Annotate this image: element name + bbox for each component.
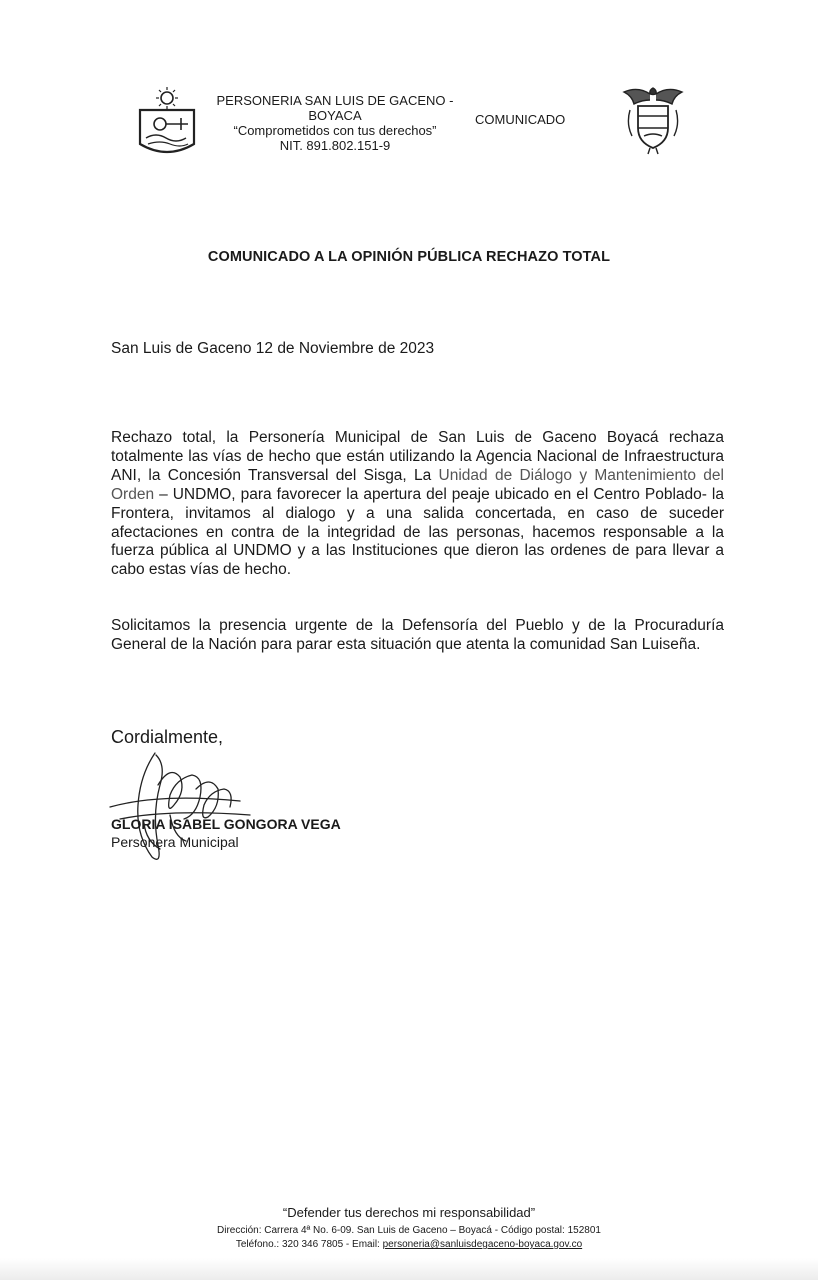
org-name-line1: PERSONERIA SAN LUIS DE GACENO - <box>216 93 454 108</box>
page-title: COMUNICADO A LA OPINIÓN PÚBLICA RECHAZO TOTAL <box>207 249 611 265</box>
organization-header <box>200 93 470 153</box>
footer-email-link[interactable]: personeria@sanluisdegaceno-boyaca.gov.co <box>382 1239 583 1250</box>
footer-phone: Teléfono.: 320 346 7805 - Email: <box>235 1239 383 1250</box>
signer-role: Personera Municipal <box>111 834 239 850</box>
coat-of-arms-icon <box>620 84 686 156</box>
personeria-emblem-icon <box>136 86 198 158</box>
org-name-line2: BOYACA <box>308 108 362 123</box>
footer-motto: “Defender tus derechos mi responsabilidad” <box>282 1205 536 1220</box>
footer-contact <box>0 1239 818 1250</box>
para1-text-a: Rechazo total, la Personería Municipal de San Luis de Gaceno Boyacá rechaza totalmente las vías de hecho que están utilizando la Agencia Nacional de Infraestructura ANI, la Concesión Transversal del Sisga, La <box>111 429 724 484</box>
para1-highlight: Unidad de Diálogo y Mantenimiento del Orden <box>111 466 724 503</box>
para1-text-b: – UNDMO, para favorecer la apertura del peaje ubicado en el Centro Poblado- la Frontera, invitamos al dialogo y a una salida concertada, en caso de suceder afectaciones en contra de la integridad de las personas, hacemos responsable a la fuerza pública al UNDMO y a las Instituciones que dieron las ordenes de para llevar a cabo estas vías de hecho. <box>111 485 724 579</box>
closing-salutation: Cordialmente, <box>111 727 224 747</box>
date-line: San Luis de Gaceno 12 de Noviembre de 2023 <box>111 340 435 357</box>
org-nit: NIT. 891.802.151-9 <box>279 138 391 153</box>
scan-edge-shade <box>0 1258 818 1280</box>
footer-address: Dirección: Carrera 4ª No. 6-09. San Luis de Gaceno – Boyacá - Código postal: 152801 <box>217 1225 601 1236</box>
handwritten-signature-icon <box>100 745 260 870</box>
body-paragraph-1 <box>111 429 724 580</box>
signer-name: GLORIA ISABEL GONGORA VEGA <box>111 816 341 832</box>
document-type-label: COMUNICADO <box>475 112 566 127</box>
body-paragraph-2: Solicitamos la presencia urgente de la Defensoría del Pueblo y de la Procuraduría General de la Nación para parar esta situación que atenta la comunidad San Luiseña. <box>111 617 724 653</box>
org-motto: “Comprometidos con tus derechos” <box>233 123 437 138</box>
